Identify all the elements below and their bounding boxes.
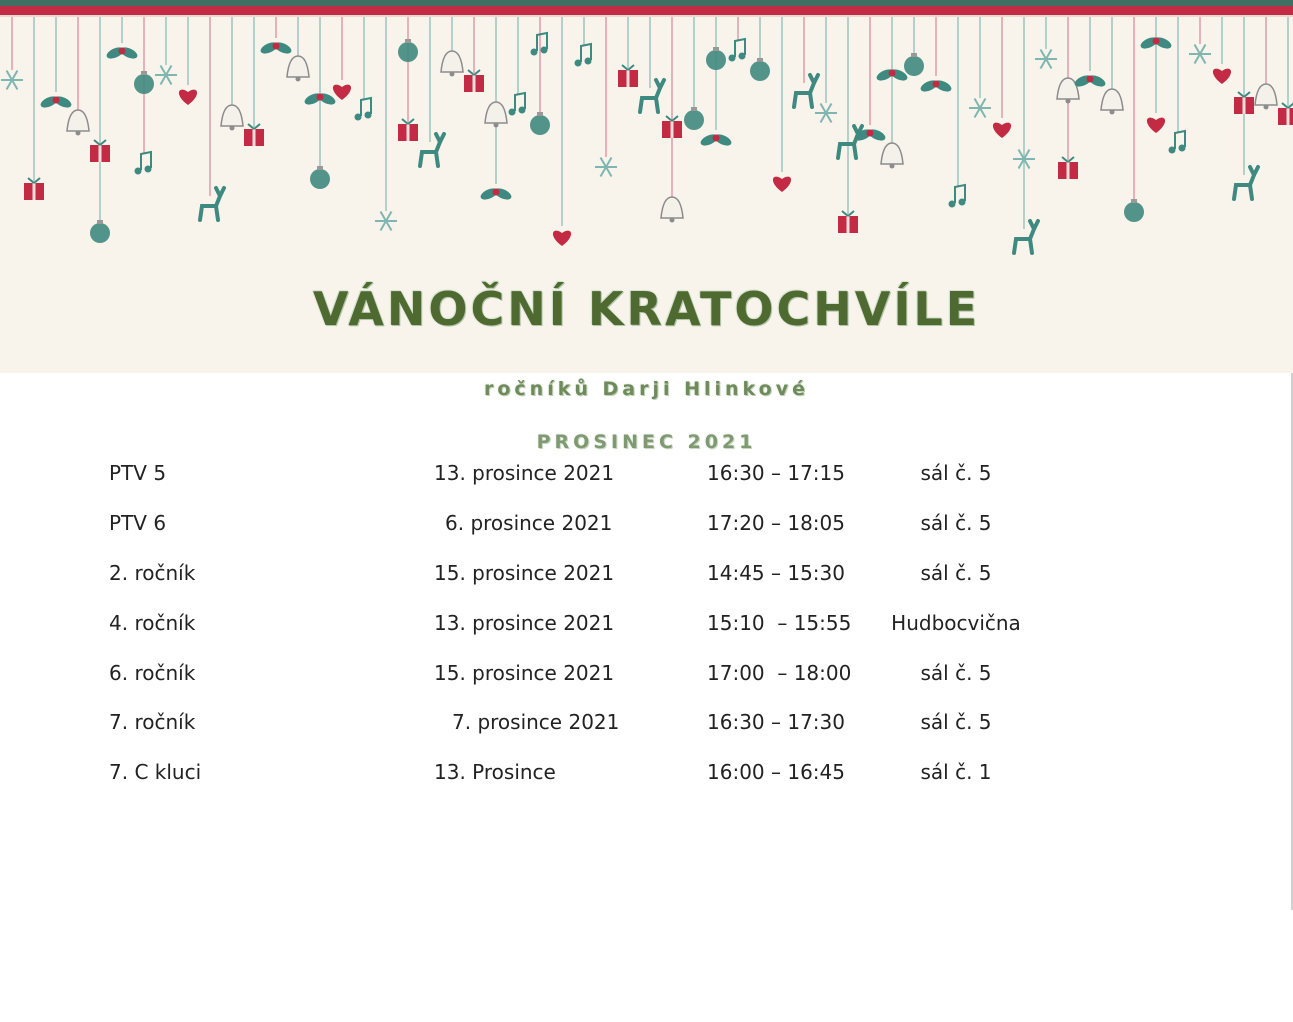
deer-icon (200, 17, 224, 220)
note-icon (355, 17, 372, 121)
event-room: sál č. 5 (920, 561, 992, 585)
event-room: Hudbocvična (891, 611, 1021, 635)
deer-icon (1234, 17, 1258, 199)
note-icon (134, 17, 154, 175)
bell-icon (1255, 17, 1277, 110)
deer-icon (640, 17, 664, 112)
holly-icon (919, 17, 953, 94)
schedule-row (0, 449, 1293, 497)
schedule-row (0, 649, 1293, 697)
event-date: 6. prosince 2021 (445, 511, 613, 535)
gift-icon (24, 17, 44, 200)
snowflake-icon (375, 17, 397, 231)
event-room: sál č. 5 (920, 661, 992, 685)
gift-icon (1057, 17, 1079, 179)
bauble-icon (90, 17, 110, 243)
snowflake-icon (969, 17, 991, 118)
event-date: 13. prosince 2021 (434, 461, 615, 485)
heart-icon (333, 17, 351, 100)
holly-icon (39, 17, 73, 110)
note-icon (949, 17, 966, 208)
group-name: 2. ročník (109, 561, 196, 585)
group-name: 7. ročník (109, 710, 196, 734)
month-heading: PROSINEC 2021 (536, 431, 757, 453)
event-time: 16:30 – 17:30 (707, 710, 845, 734)
heart-icon (1213, 17, 1231, 84)
heart-icon (773, 17, 791, 192)
event-date: 15. prosince 2021 (434, 661, 615, 685)
bauble-icon (303, 17, 337, 189)
event-room: sál č. 5 (920, 710, 992, 734)
heart-icon (179, 17, 197, 105)
heart-icon (1139, 17, 1173, 133)
event-room: sál č. 5 (920, 461, 992, 485)
schedule-row (0, 698, 1293, 746)
gift-icon (464, 17, 484, 92)
event-date: 13. Prosince (434, 760, 556, 784)
bell-icon (1101, 17, 1123, 115)
event-time: 16:00 – 16:45 (707, 760, 845, 784)
heart-icon (553, 17, 571, 246)
gift-icon (244, 17, 264, 146)
holly-icon (259, 17, 293, 56)
page-title: VÁNOČNÍ KRATOCHVÍLE (312, 282, 981, 336)
schedule-row (0, 599, 1293, 647)
bell-icon (661, 17, 683, 223)
holly-icon (1073, 17, 1107, 89)
event-room: sál č. 5 (920, 511, 992, 535)
bauble-icon (530, 17, 550, 135)
group-name: PTV 6 (109, 511, 167, 535)
group-name: 4. ročník (109, 611, 196, 635)
gift-icon (1278, 17, 1293, 125)
snowflake-icon (155, 17, 177, 85)
snowflake-icon (1, 17, 23, 90)
note-icon (575, 17, 592, 67)
bell-icon (221, 17, 243, 131)
bauble-icon (684, 17, 704, 130)
note-icon (509, 17, 526, 116)
bell-icon (875, 17, 909, 169)
deer-icon (1013, 17, 1038, 253)
bauble-icon (750, 17, 770, 81)
event-time: 17:00 – 18:00 (707, 661, 852, 685)
group-name: 6. ročník (109, 661, 196, 685)
deer-icon (420, 17, 444, 166)
event-time: 14:45 – 15:30 (707, 561, 845, 585)
bauble-icon (904, 17, 924, 76)
hanging-ornaments-garland (0, 17, 1293, 277)
gift-icon (838, 17, 862, 233)
schedule-row (0, 549, 1293, 597)
snowflake-icon (1035, 17, 1057, 69)
event-room: sál č. 1 (920, 760, 992, 784)
holly-icon (699, 17, 733, 148)
holly-icon (105, 17, 139, 61)
bell-icon (441, 17, 463, 77)
event-time: 17:20 – 18:05 (707, 511, 845, 535)
bell-icon (67, 17, 89, 136)
note-icon (729, 17, 746, 62)
top-stripe-red (0, 6, 1293, 15)
christmas-banner (0, 0, 1293, 373)
snowflake-icon (815, 17, 837, 123)
page-subtitle: ročníků Darji Hlinkové (483, 378, 809, 400)
event-date: 15. prosince 2021 (434, 561, 615, 585)
snowflake-icon (1189, 17, 1211, 64)
event-date: 13. prosince 2021 (434, 611, 615, 635)
deer-icon (794, 17, 818, 107)
gift-icon (618, 17, 638, 87)
schedule-row (0, 748, 1293, 796)
event-time: 16:30 – 17:15 (707, 461, 845, 485)
gift-icon (398, 17, 418, 141)
schedule-row (0, 499, 1293, 547)
heart-icon (993, 17, 1011, 138)
note-icon (1169, 17, 1186, 154)
group-name: PTV 5 (109, 461, 167, 485)
snowflake-icon (595, 17, 617, 177)
group-name: 7. C kluci (109, 760, 202, 784)
event-time: 15:10 – 15:55 (707, 611, 852, 635)
bauble-icon (1124, 17, 1144, 222)
event-date: 7. prosince 2021 (452, 710, 620, 734)
holly-icon (479, 17, 513, 202)
